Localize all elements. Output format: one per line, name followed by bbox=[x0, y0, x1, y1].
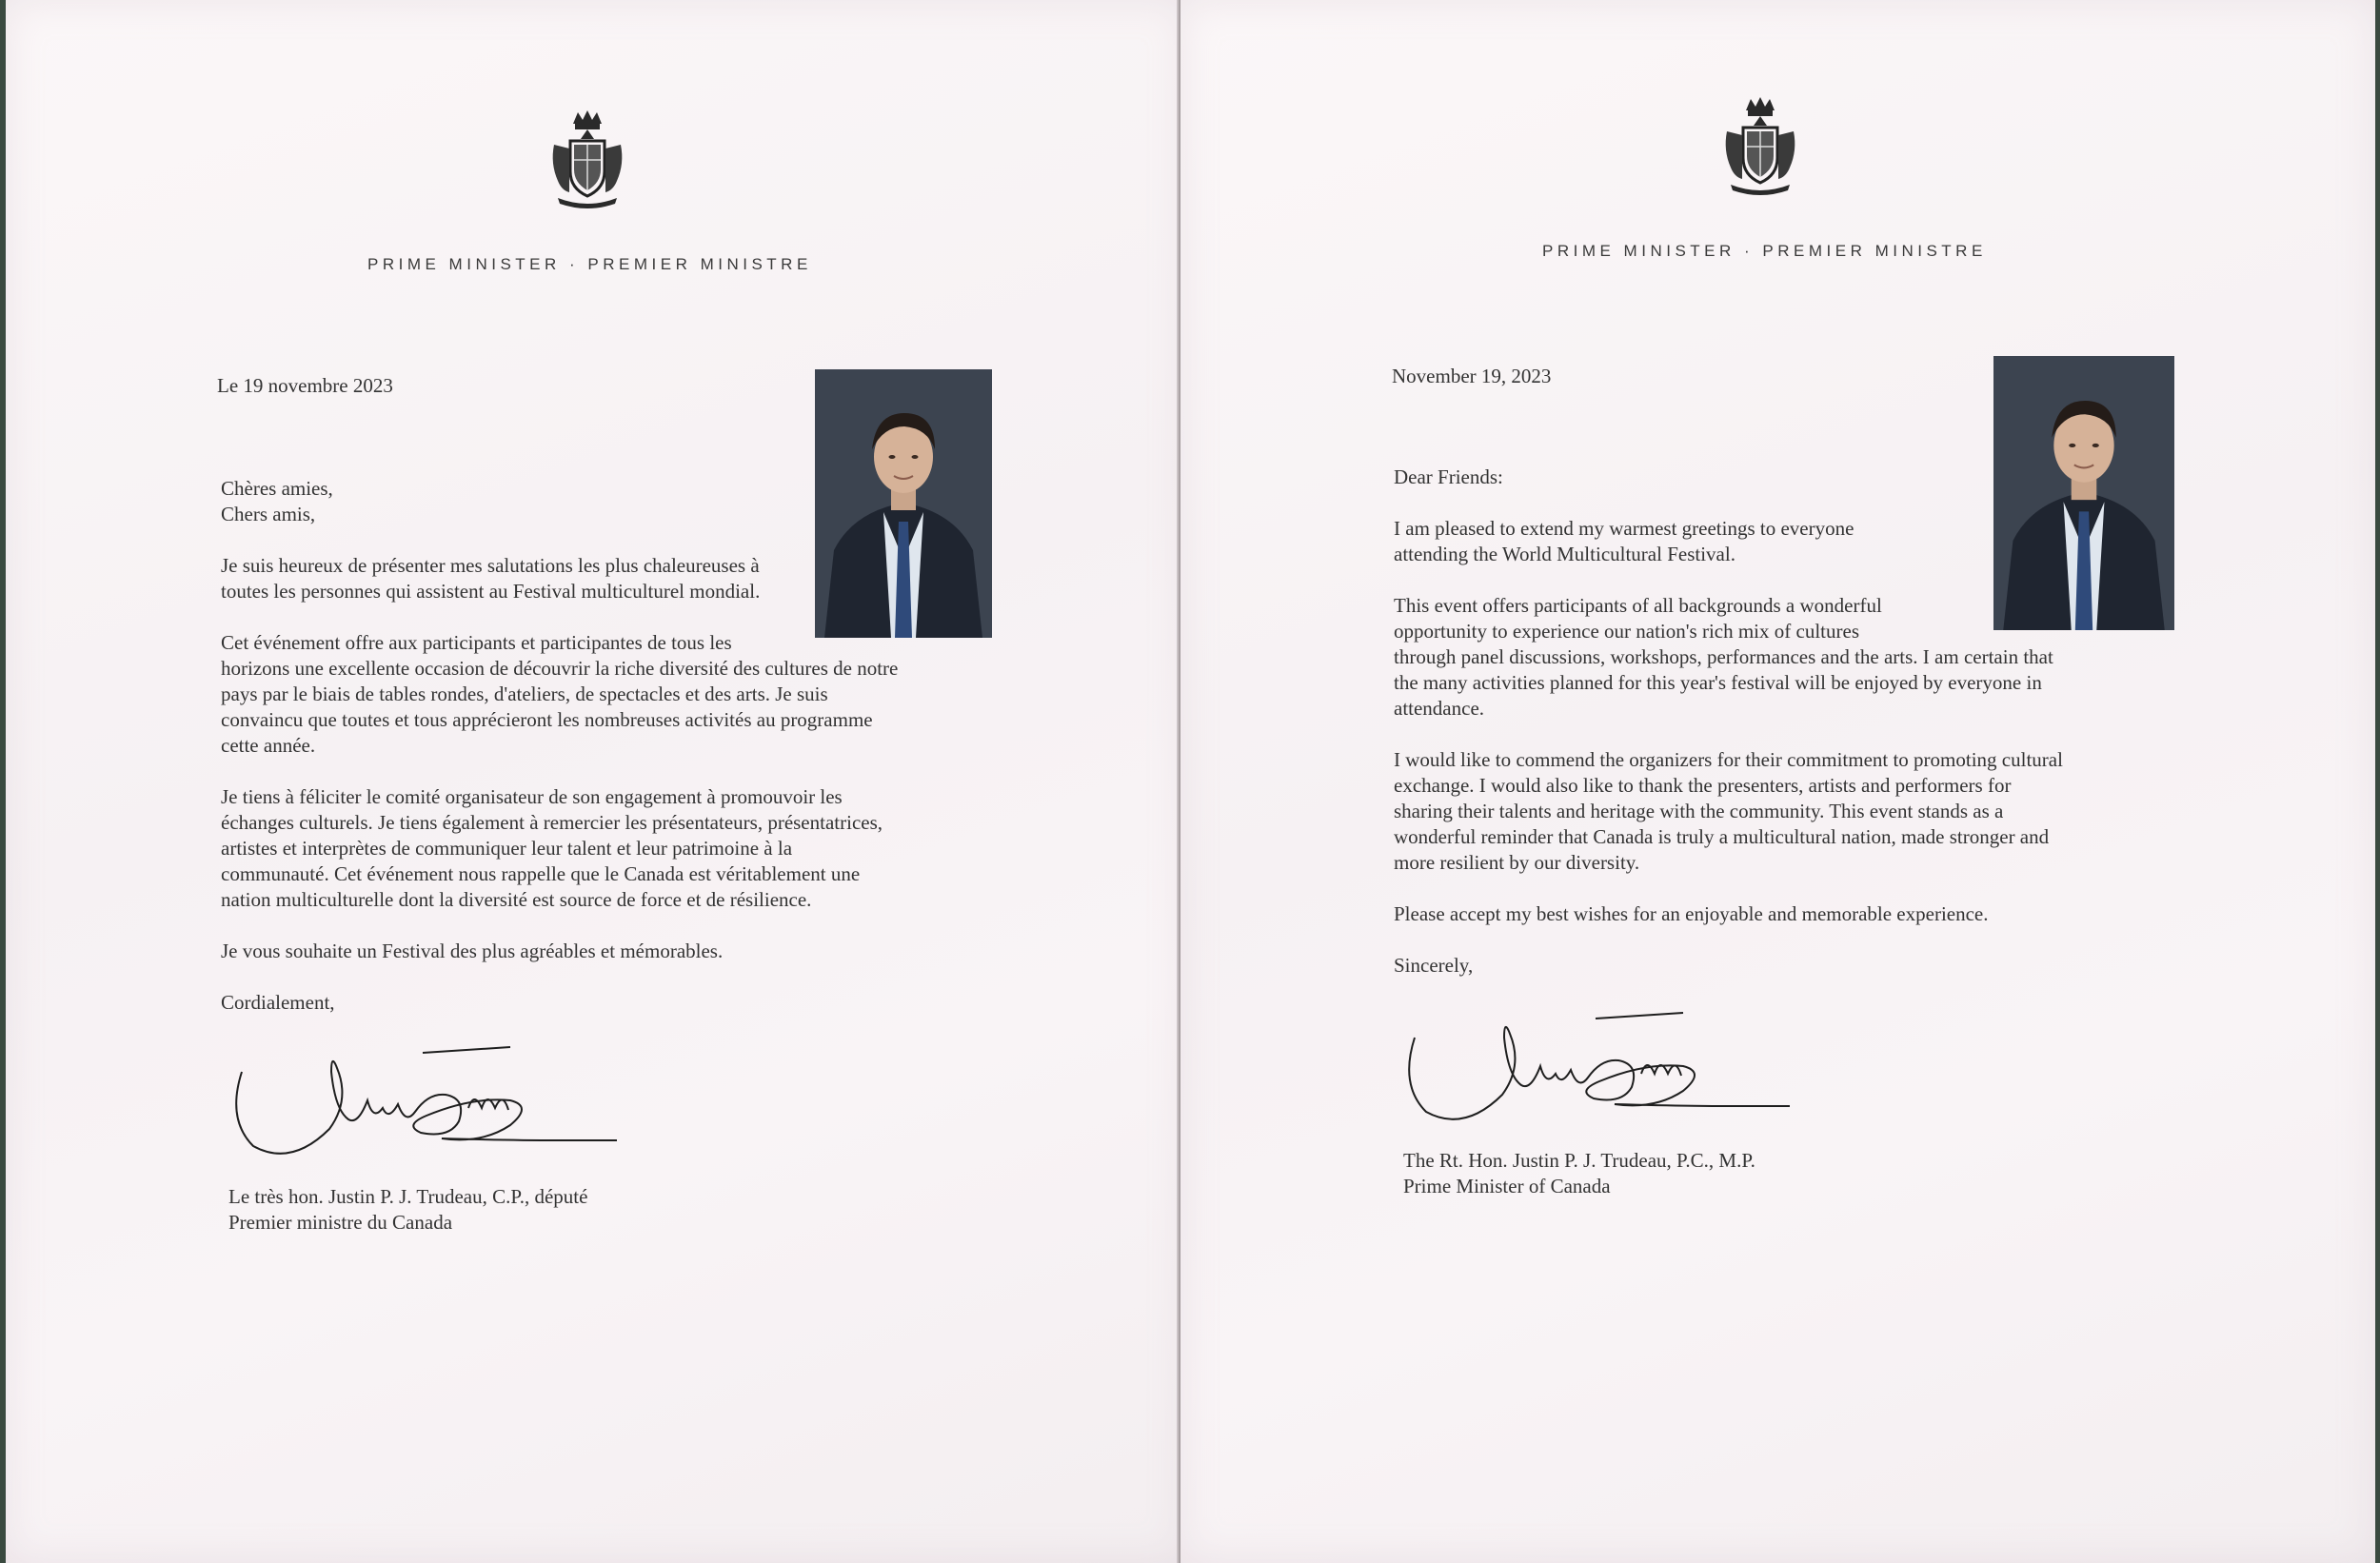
closing: Cordialement, bbox=[221, 991, 335, 1014]
paragraph bbox=[221, 630, 898, 759]
signature bbox=[1398, 999, 1797, 1133]
closing: Sincerely, bbox=[1394, 954, 1474, 977]
signatory-name: The Rt. Hon. Justin P. J. Trudeau, P.C., M.P. bbox=[1403, 1149, 1755, 1172]
text-line: nation multiculturelle dont la diversité est source de force et de résilience. bbox=[221, 888, 812, 911]
paragraph bbox=[221, 939, 898, 964]
text-line: exchange. I would also like to thank the presenters, artists and performers for bbox=[1394, 774, 2012, 797]
text-line: the many activities planned for this year's festival will be enjoyed by everyone in bbox=[1394, 671, 2042, 694]
text-line: Je tiens à féliciter le comité organisateur de son engagement à promouvoir les bbox=[221, 785, 843, 808]
text-line: I am pleased to extend my warmest greetings to everyone bbox=[1394, 517, 1854, 540]
coat-of-arms-icon bbox=[545, 107, 630, 211]
letter-date: Le 19 novembre 2023 bbox=[217, 374, 393, 397]
greeting-line: Chers amis, bbox=[221, 503, 316, 525]
text-line: I would like to commend the organizers for their commitment to promoting cultural bbox=[1394, 748, 2063, 771]
paragraph bbox=[1394, 516, 2063, 567]
paragraph bbox=[1394, 593, 2063, 722]
letter-body bbox=[221, 476, 898, 1041]
greeting-line: Dear Friends: bbox=[1394, 465, 1503, 488]
text-line: through panel discussions, workshops, performances and the arts. I am certain that bbox=[1394, 645, 2053, 668]
text-line: Cet événement offre aux participants et participantes de tous les bbox=[221, 631, 732, 654]
text-line: cette année. bbox=[221, 734, 316, 757]
signature bbox=[225, 1034, 625, 1167]
paragraph bbox=[221, 553, 898, 604]
signatory-block bbox=[1403, 1148, 1755, 1199]
coat-of-arms-icon bbox=[1717, 93, 1803, 198]
signatory-title: Premier ministre du Canada bbox=[228, 1211, 453, 1234]
text-line: attending the World Multicultural Festival. bbox=[1394, 543, 1735, 565]
paragraph bbox=[1394, 901, 2063, 927]
text-line: Je suis heureux de présenter mes salutations les plus chaleureuses à bbox=[221, 554, 760, 577]
text-line: communauté. Cet événement nous rappelle que le Canada est véritablement une bbox=[221, 862, 861, 885]
text-line: sharing their talents and heritage with the community. This event stands as a bbox=[1394, 800, 2004, 822]
signatory-name: Le très hon. Justin P. J. Trudeau, C.P., député bbox=[228, 1185, 588, 1208]
text-line: Je vous souhaite un Festival des plus agréables et mémorables. bbox=[221, 940, 724, 962]
letter-french bbox=[6, 0, 1186, 1563]
text-line: horizons une excellente occasion de découvrir la riche diversité des cultures de notre bbox=[221, 657, 899, 680]
greeting-line: Chères amies, bbox=[221, 477, 333, 500]
text-line: This event offers participants of all backgrounds a wonderful bbox=[1394, 594, 1882, 617]
text-line: wonderful reminder that Canada is truly a multicultural nation, made stronger and bbox=[1394, 825, 2050, 848]
text-line: Please accept my best wishes for an enjoyable and memorable experience. bbox=[1394, 902, 1989, 925]
text-line: opportunity to experience our nation's rich mix of cultures bbox=[1394, 620, 1859, 643]
letter-date: November 19, 2023 bbox=[1392, 365, 1552, 387]
text-line: more resilient by our diversity. bbox=[1394, 851, 1640, 874]
letterhead-title: PRIME MINISTER · PREMIER MINISTRE bbox=[367, 255, 812, 273]
text-line: toutes les personnes qui assistent au Festival multiculturel mondial. bbox=[221, 580, 761, 603]
paragraph bbox=[221, 784, 898, 913]
paragraph bbox=[1394, 747, 2063, 876]
text-line: artistes et interprètes de communiquer leur talent et leur patrimoine à la bbox=[221, 837, 793, 860]
letter-english bbox=[1180, 0, 2375, 1563]
text-line: attendance. bbox=[1394, 697, 1485, 720]
text-line: convaincu que toutes et tous apprécieront les nombreuses activités au programme bbox=[221, 708, 873, 731]
text-line: pays par le biais de tables rondes, d'ateliers, de spectacles et des arts. Je suis bbox=[221, 683, 828, 705]
letter-body bbox=[1394, 465, 2063, 1004]
text-line: échanges culturels. Je tiens également à remercier les présentateurs, présentatrices, bbox=[221, 811, 883, 834]
signatory-title: Prime Minister of Canada bbox=[1403, 1175, 1611, 1197]
signatory-block bbox=[228, 1184, 587, 1236]
letterhead-title: PRIME MINISTER · PREMIER MINISTRE bbox=[1542, 242, 1987, 260]
